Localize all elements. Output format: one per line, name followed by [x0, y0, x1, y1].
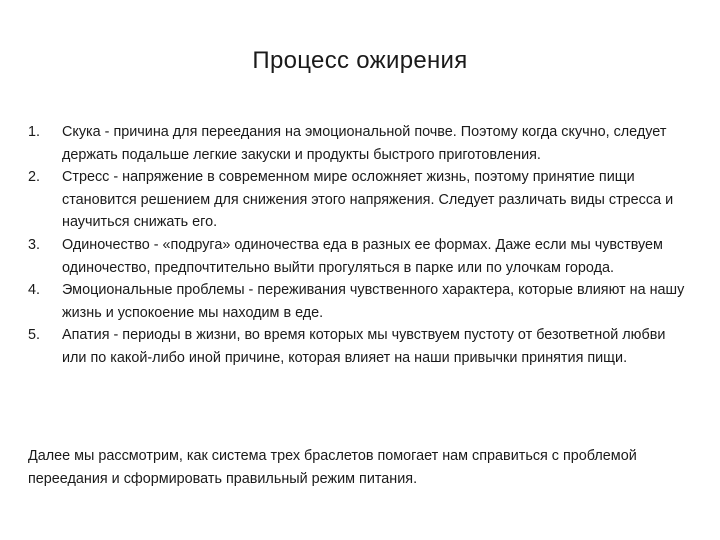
- list-item: [28, 166, 688, 234]
- numbered-list: [28, 121, 688, 370]
- list-item-number: 2.: [28, 169, 41, 186]
- list-item-text: Одиночество - «подруга» одиночества еда в разных ее формах. Даже если мы чувствуем одиночество, предпочтительно выйти прогуляться в парке или по улочкам города.: [62, 236, 663, 276]
- list-item-text: Скука - причина для переедания на эмоциональной почве. Поэтому когда скучно, следует держать подальше легкие закуски и продукты быстрого приготовления.: [62, 124, 667, 163]
- list-item: [28, 121, 688, 166]
- list-item: [28, 324, 688, 369]
- footer-paragraph: Далее мы рассмотрим, как система трех браслетов помогает нам справиться с проблемой переедания и сформировать правильный режим питания.: [28, 448, 637, 487]
- list-item-text: Эмоциональные проблемы - переживания чувственного характера, которые влияют на нашу жизнь и успокоение мы находим в еде.: [62, 282, 685, 321]
- list-item: [28, 279, 688, 324]
- list-item-number: 4.: [28, 282, 41, 299]
- list-item-number: 1.: [28, 124, 41, 140]
- list-item-number: 5.: [28, 327, 41, 344]
- list-item: [28, 234, 688, 279]
- list-item-text: Стресс - напряжение в современном мире осложняет жизнь, поэтому принятие пищи становится решением для снижения этого напряжения. Следует различать виды стресса и научиться снижать его.: [62, 169, 674, 231]
- list-item-text: Апатия - периоды в жизни, во время которых мы чувствуем пустоту от безответной любви или по какой-либо иной причине, которая влияет на наши привычки принятия пищи.: [62, 327, 666, 366]
- slide-title: Процесс ожирения: [252, 47, 468, 74]
- list-item-number: 3.: [28, 236, 41, 253]
